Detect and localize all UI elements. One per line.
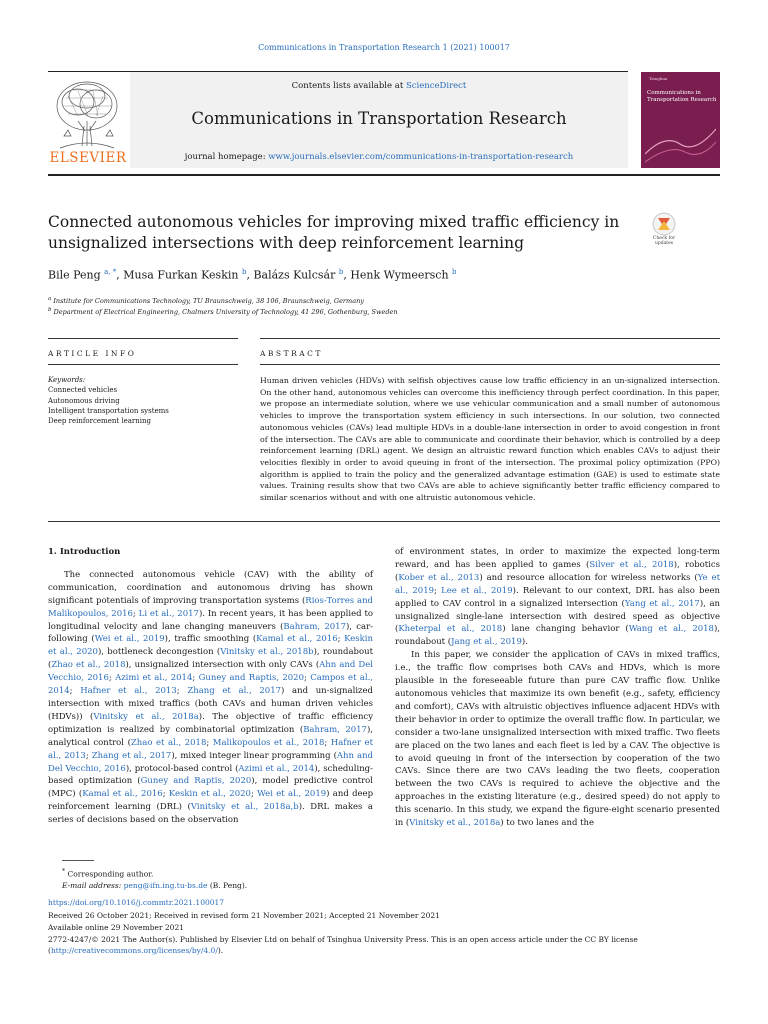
author-affiliation-mark[interactable]: b [452, 268, 457, 276]
citation-link[interactable]: Bahram, 2017 [303, 724, 367, 735]
homepage-label: journal homepage: [184, 152, 269, 162]
footnote-mark: * [62, 868, 66, 875]
citation-link[interactable]: Ye et al., 2019 [395, 572, 720, 596]
abstract-text: Human driven vehicles (HDVs) with selfish objectives cause low traffic efficiency in an un-signalized intersection. On the other hand, autonomous vehicles can overcome this inefficiency through perfect coordination. In this paper, we propose an intermediate solution, where we use vehicular communication and a small number of autonomous vehicles to improve the transportation system efficiency in such intersections. In our solution, two connected autonomous vehicles (CAVs) lead multiple HDVs in a double-lane intersection in order to avoid congestion in front of the intersection. The CAVs are able to communicate and coordinate their behavior, which is controlled by a deep reinforcement learning (DRL) agent. We design an altruistic reward function which enables CAVs to adjust their velocities flexibly in order to avoid queuing in front of the intersection. The proximal policy optimization (PPO) algorithm is applied to train the policy and the generalized advantage estimation (GAE) is used to estimate state values. Training results show that two CAVs are able to achieve significantly better traffic efficiency compared to similar scenarios without and with one altruistic autonomous vehicle. [260, 376, 720, 503]
article-info-label: ARTICLE INFO [48, 349, 137, 358]
contents-prefix: Contents lists available at [291, 81, 406, 91]
citation-link[interactable]: Guney and Raptis, 2020 [198, 673, 304, 684]
citation-link[interactable]: Ahn and Del Vecchio, 2016 [48, 750, 373, 774]
elsevier-wordmark: ELSEVIER [49, 150, 127, 166]
citation-link[interactable]: Jang et al., 2019 [451, 637, 522, 648]
intro-paragraph-1-cont: of environment states, in order to maximize the expected long-term reward, and has been applied to games (Silver et al., 2018), robotics (Kober et al., 2013) and resource allocation for wireless networks (Ye et al., 2019; Lee et al., 2019). Relevant to our context, DRL has also been applied to CAV control in a signalized intersection (Yang et al., 2017), an unsignalized single-lane intersection with desired speed as objective (Kheterpal et al., 2018) lane changing behavior (Wang et al., 2018), roundabout (Jang et al., 2019). [395, 547, 721, 648]
left-column [48, 546, 373, 827]
intro-paragraph-2: In this paper, we consider the application of CAVs in mixed traffics, i.e., the traffic flow comprises both CAVs and HDVs, which is more plausible in the foreseeable future than pure CAV traffic flow. Unlike autonomous vehicles that maximize its own benefit (e.g., safety, efficiency and comfort), CAVs with altruistic objectives influence adjacent HDVs with their behavior in order to optimize the overall traffic flow. In particular, we consider a two-lane unsignalized intersection with mixed traffic. Two fleets are placed on the two lanes and each fleet is led by a CAV. The objective is to avoid queuing in front of the intersection by cooperation of the two CAVs. Since there are two CAVs leading the two fleets, cooperation between the two CAVs is required to achieve the objective and the approaches in the existing literature (e.g., desired speed) do not apply to this scenario. In this study, we expand the figure-eight scenario presented in (Vinitsky et al., 2018a) to two lanes and the [395, 650, 720, 829]
citation-link[interactable]: Campos et al., 2014 [48, 673, 373, 697]
doi-link[interactable] [48, 898, 720, 909]
abstract-label: ABSTRACT [260, 349, 323, 358]
affiliation-b [48, 307, 698, 316]
author-name: Bile Peng [48, 268, 101, 282]
citation-link[interactable]: Keskin et al., 2020 [48, 634, 373, 658]
citation-link[interactable]: Vinitsky et al., 2018a [409, 818, 501, 829]
affiliation-a [48, 296, 698, 305]
citation-link[interactable]: Kamal et al., 2016 [256, 634, 338, 645]
keyword-item: Deep reinforcement learning [48, 417, 152, 426]
keyword-item: Connected vehicles [48, 386, 118, 395]
citation-link[interactable]: Zhao et al., 2018 [130, 737, 207, 748]
journal-homepage [130, 152, 628, 162]
email-label: E-mail address: [62, 881, 124, 891]
citation-link[interactable]: Vinitsky et al., 2018a [93, 711, 199, 722]
author-affiliation-mark[interactable]: b [338, 268, 344, 276]
citation-link[interactable]: Silver et al., 2018 [589, 559, 674, 570]
affiliation-mark: b [48, 307, 52, 313]
citation-link[interactable]: Vinitsky et al., 2018a,b [190, 802, 299, 813]
contents-available [130, 81, 628, 91]
citation-link[interactable]: Zhao et al., 2018 [51, 660, 126, 671]
journal-cover-thumbnail[interactable] [641, 72, 720, 168]
corresponding-label: Corresponding author. [67, 869, 154, 879]
citation-link[interactable]: Keskin et al., 2020 [168, 789, 251, 800]
citation-link[interactable]: Malikopoulos et al., 2018 [212, 737, 325, 748]
available-online: Available online 29 November 2021 [48, 923, 184, 932]
citation-link[interactable]: Wei et al., 2019 [94, 634, 165, 645]
section-heading: 1. Introduction [48, 547, 121, 557]
citation-link[interactable]: Azimi et al., 2014 [238, 763, 315, 774]
citation-link[interactable]: Hafner et al., 2013 [80, 686, 177, 697]
citation-link[interactable]: Kheterpal et al., 2018 [398, 624, 503, 635]
citation-link[interactable]: Vinitsky et al., 2018b [220, 647, 314, 658]
citation-link[interactable]: Kober et al., 2013 [398, 572, 480, 583]
citation-link[interactable]: Bahram, 2017 [283, 621, 346, 632]
citation-link[interactable]: Kamal et al., 2016 [82, 789, 163, 800]
citation-link[interactable]: Rios-Torres and Malikopoulos, 2016 [48, 595, 373, 619]
citation-link[interactable]: Guney and Raptis, 2020 [140, 776, 252, 787]
check-for-updates-icon [646, 212, 682, 236]
affiliation-mark: a [48, 296, 52, 302]
citation-link[interactable]: Zhang et al., 2017 [91, 750, 172, 761]
author-list: Bile Peng $^{a, *}$, Musa Furkan Keskin $^b$, Balázs Kulcsár $^b$, Henk Wymeersch $^b$ [48, 268, 457, 282]
license-url[interactable]: http://creativecommons.org/licenses/by/4.0/ [50, 945, 218, 955]
author-name: Henk Wymeersch [350, 268, 449, 282]
author-name: Balázs Kulcsár [253, 268, 336, 282]
cover-title: Communications in Transportation Research [647, 90, 717, 103]
license-text: 2772-4247/© 2021 The Author(s). Published by Elsevier Ltd on behalf of Tsinghua University Press. This is an open access article under the CC BY license ( [48, 935, 638, 955]
affiliation-text: Department of Electrical Engineering, Chalmers University of Technology, 41 296, Gothenburg, Sweden [53, 308, 398, 317]
author-affiliation-mark[interactable]: a, * [104, 268, 117, 276]
header-bottom-rule [48, 174, 720, 176]
citation-link[interactable]: Hafner et al., 2013 [48, 737, 373, 761]
citation-link[interactable]: Yang et al., 2017 [624, 598, 700, 609]
check-for-updates-label: Check for updates [652, 236, 676, 246]
sciencedirect-link[interactable]: ScienceDirect [405, 81, 467, 91]
author-affiliation-mark[interactable]: b [241, 268, 247, 276]
affiliation-text: Institute for Communications Technology, TU Braunschweig, 38 106, Braunschweig, Germany [53, 297, 364, 306]
citation-link[interactable]: Azimi et al., 2014 [115, 673, 193, 684]
received-dates: Received 26 October 2021; Received in revised form 21 November 2021; Accepted 21 November 2021 [48, 911, 440, 920]
article-info-top-rule [48, 338, 238, 339]
homepage-link[interactable]: www.journals.elsevier.com/communications-in-transportation-research [268, 152, 574, 162]
citation-link[interactable]: Ahn and Del Vecchio, 2016 [48, 660, 373, 684]
cover-artwork-icon [645, 114, 716, 164]
doi-text[interactable]: https://doi.org/10.1016/j.commtr.2021.100017 [48, 898, 225, 907]
corresponding-footnote [62, 866, 362, 892]
intro-paragraph-1: The connected autonomous vehicle (CAV) with the ability of communication, coordination and autonomous driving has shown significant potentials of improving transportation systems (Rios-Torres and Malikopoulos, 2016; Li et al., 2017). In recent years, it has been applied to longitudinal velocity and lane changing maneuvers (Bahram, 2017), car-following (Wei et al., 2019), traffic smoothing (Kamal et al., 2016; Keskin et al., 2020), bottleneck decongestion (Vinitsky et al., 2018b), roundabout (Zhao et al., 2018), unsignalized intersection with only CAVs (Ahn and Del Vecchio, 2016; Azimi et al., 2014; Guney and Raptis, 2020; Campos et al., 2014; Hafner et al., 2013; Zhang et al., 2017) and un-signalized intersection with mixed traffics (both CAVs and human driven vehicles (HDVs)) (Vinitsky et al., 2018a). The objective of traffic efficiency optimization is realized by combinatorial optimization (Bahram, 2017), analytical control (Zhao et al., 2018; Malikopoulos et al., 2018; Hafner et al., 2013; Zhang et al., 2017), mixed integer linear programming (Ahn and Del Vecchio, 2016), protocol-based control (Azimi et al., 2014), scheduling-based optimization (Guney and Raptis, 2020), model predictive control (MPC) (Kamal et al., 2016; Keskin et al., 2020; Wei et al., 2019) and deep reinforcement learning (DRL) (Vinitsky et al., 2018a,b). DRL makes a series of decisions based on the observation [48, 569, 374, 826]
author-name: Musa Furkan Keskin [123, 268, 239, 282]
article-info-rule [48, 364, 238, 365]
footnote-rule [62, 860, 94, 861]
email-suffix: (B. Peng). [207, 881, 248, 891]
article-title: Connected autonomous vehicles for improving mixed traffic efficiency in unsignalized intersections with deep reinforcement learning [48, 213, 620, 252]
cover-publisher: Tsinghua [649, 76, 668, 81]
keywords-label: Keywords: [48, 376, 86, 384]
right-column [395, 546, 720, 830]
citation-link[interactable]: Li et al., 2017 [138, 608, 199, 619]
email-link[interactable]: peng@ifn.ing.tu-bs.de [123, 881, 208, 891]
license-end: ). [217, 945, 224, 955]
abstract-bottom-rule [48, 521, 720, 522]
journal-title: Communications in Transportation Research [191, 109, 567, 128]
running-header[interactable]: Communications in Transportation Research 1 (2021) 100017 [258, 43, 510, 52]
citation-link[interactable]: Zhang et al., 2017 [187, 686, 282, 697]
license-statement [48, 935, 720, 956]
abstract-rule [260, 364, 720, 365]
check-for-updates-button[interactable] [646, 212, 682, 252]
citation-link[interactable]: Wei et al., 2019 [257, 789, 327, 800]
keywords-block [48, 375, 238, 426]
keyword-item: Autonomous driving [48, 396, 120, 405]
citation-link[interactable]: Wang et al., 2018 [628, 624, 714, 635]
abstract-top-rule [260, 338, 720, 339]
license-link[interactable] [51, 946, 218, 955]
keyword-item: Intelligent transportation systems [48, 406, 169, 415]
citation-link[interactable]: Lee et al., 2019 [441, 585, 513, 596]
